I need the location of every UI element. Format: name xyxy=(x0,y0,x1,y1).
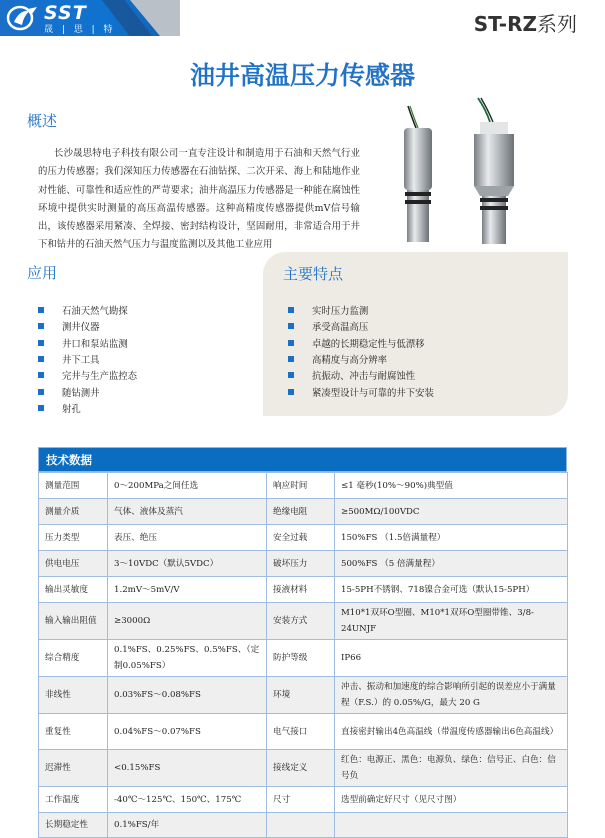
spec-value-cell: 0.1%FS/年 xyxy=(108,813,267,838)
spec-value-cell: -40℃～125℃、150℃、175℃ xyxy=(108,787,267,813)
applications-heading: 应用 xyxy=(27,264,58,282)
table-row xyxy=(39,577,568,603)
spec-value-cell: ≥500MΩ/100VDC xyxy=(335,499,568,525)
spec-value-cell: 0.04%FS～0.07%FS xyxy=(108,714,267,750)
list-item xyxy=(38,367,137,383)
table-row xyxy=(39,525,568,551)
list-item-label: 卓越的长期稳定性与低漂移 xyxy=(312,338,425,350)
list-item xyxy=(288,367,434,383)
spec-label-cell: 综合精度 xyxy=(39,640,108,677)
list-item xyxy=(38,318,137,334)
table-row xyxy=(39,473,568,499)
table-row xyxy=(39,640,568,677)
list-item xyxy=(38,400,137,416)
list-item xyxy=(288,351,434,367)
list-item xyxy=(38,351,137,367)
page-title: 油井高温压力传感器 xyxy=(189,61,415,90)
brand-banner xyxy=(0,0,180,36)
list-item xyxy=(38,383,137,399)
spec-label-cell: 破坏压力 xyxy=(267,551,335,577)
spec-value-cell: 0～200MPa之间任选 xyxy=(108,473,267,499)
bullet-icon xyxy=(38,372,44,378)
spec-label-cell: 接液材料 xyxy=(267,577,335,603)
spec-value-cell: 直接密封输出4色高温线（带温度传感器输出6色高温线） xyxy=(335,714,568,750)
bullet-icon xyxy=(38,323,44,329)
list-item-label: 紧凑型设计与可靠的井下安装 xyxy=(312,387,434,399)
spec-value-cell: 选型前确定好尺寸（见尺寸图） xyxy=(335,787,568,813)
spec-value-cell: 0.03%FS～0.08%FS xyxy=(108,677,267,714)
spec-label-cell: 尺寸 xyxy=(267,787,335,813)
list-item xyxy=(288,383,434,399)
spec-value-cell: 表压、绝压 xyxy=(108,525,267,551)
list-item-label: 射孔 xyxy=(62,403,81,415)
bullet-icon xyxy=(38,405,44,411)
list-item-label: 石油天然气勘探 xyxy=(62,306,128,318)
spec-label-cell: 绝缘电阻 xyxy=(267,499,335,525)
product-photo xyxy=(382,94,562,254)
list-item-label: 井下工具 xyxy=(62,355,100,367)
spec-value-cell: <0.15%FS xyxy=(108,750,267,787)
spec-label-cell: 供电电压 xyxy=(39,551,108,577)
bullet-icon xyxy=(288,356,294,362)
bullet-icon xyxy=(288,372,294,378)
table-row xyxy=(39,499,568,525)
spec-value-cell: 3～10VDC（默认5VDC） xyxy=(108,551,267,577)
spec-label-cell: 响应时间 xyxy=(267,473,335,499)
spec-value-cell: M10*1双环O型圈、M10*1双环O型圈带锥、3/8-24UNJF xyxy=(335,603,568,640)
list-item-label: 承受高温高压 xyxy=(312,322,369,334)
logo-subtitle: 晟 | 思 | 特 xyxy=(44,25,116,35)
spec-value-cell xyxy=(335,813,568,838)
spec-label-cell: 电气接口 xyxy=(267,714,335,750)
spec-value-cell: 500%FS （5 倍满量程） xyxy=(335,551,568,577)
spec-label-cell: 测量范围 xyxy=(39,473,108,499)
list-item-label: 抗振动、冲击与耐腐蚀性 xyxy=(312,371,416,383)
spec-label-cell: 输入输出阻值 xyxy=(39,603,108,640)
applications-list xyxy=(38,302,137,416)
spec-label-cell: 安装方式 xyxy=(267,603,335,640)
spec-value-cell: 冲击、振动和加速度的综合影响所引起的误差应小于满量程（F.S.）的 0.05%/G，最大 20 G xyxy=(335,677,568,714)
spec-label-cell: 测量介质 xyxy=(39,499,108,525)
sst-logo-icon xyxy=(6,5,38,31)
spec-label-cell xyxy=(267,813,335,838)
spec-label-cell: 环境 xyxy=(267,677,335,714)
bullet-icon xyxy=(38,389,44,395)
spec-label-cell: 压力类型 xyxy=(39,525,108,551)
list-item-label: 高精度与高分辨率 xyxy=(312,355,388,367)
features-heading: 主要特点 xyxy=(283,265,344,283)
features-panel xyxy=(263,252,568,416)
spec-value-cell: ≥3000Ω xyxy=(108,603,267,640)
bullet-icon xyxy=(38,340,44,346)
bullet-icon xyxy=(38,307,44,313)
spec-label-cell: 输出灵敏度 xyxy=(39,577,108,603)
spec-value-cell: ≤1 毫秒(10%～90%)典型值 xyxy=(335,473,568,499)
list-item xyxy=(288,318,434,334)
bullet-icon xyxy=(38,356,44,362)
features-list xyxy=(288,302,434,400)
spec-label-cell: 安全过载 xyxy=(267,525,335,551)
bullet-icon xyxy=(288,307,294,313)
spec-value-cell: 0.1%FS、0.25%FS、0.5%FS、（定制0.05%FS） xyxy=(108,640,267,677)
list-item-label: 完井与生产监控态 xyxy=(62,371,138,383)
logo-text: SST xyxy=(44,2,87,24)
spec-label-cell: 非线性 xyxy=(39,677,108,714)
spec-value-cell: IP66 xyxy=(335,640,568,677)
spec-label-cell: 长期稳定性 xyxy=(39,813,108,838)
series-label xyxy=(474,8,577,37)
list-item xyxy=(288,302,434,318)
list-item-label: 测井仪器 xyxy=(62,322,100,334)
list-item xyxy=(38,335,137,351)
spec-label-cell: 防护等级 xyxy=(267,640,335,677)
spec-table xyxy=(38,447,567,838)
spec-grid xyxy=(38,472,568,838)
spec-label-cell: 迟滞性 xyxy=(39,750,108,787)
spec-value-cell: 气体、液体及蒸汽 xyxy=(108,499,267,525)
spec-label-cell: 接线定义 xyxy=(267,750,335,787)
list-item xyxy=(288,335,434,351)
series-suffix: 系列 xyxy=(537,12,577,36)
spec-value-cell: 红色：电源正、黑色：电源负、绿色：信号正、白色：信号负 xyxy=(335,750,568,787)
table-row xyxy=(39,750,568,787)
spec-label-cell: 重复性 xyxy=(39,714,108,750)
table-row xyxy=(39,677,568,714)
bullet-icon xyxy=(288,340,294,346)
list-item xyxy=(38,302,137,318)
bullet-icon xyxy=(288,323,294,329)
spec-value-cell: 150%FS （1.5倍满量程） xyxy=(335,525,568,551)
table-row xyxy=(39,813,568,838)
overview-text: 长沙晟思特电子科技有限公司一直专注设计和制造用于石油和天然气行业的压力传感器；我们深知压力传感器在石油钻探、二次开采、海上和陆地作业对性能、可靠性和适应性的严苛要求；油井高温压力传感器是一种能在腐蚀性环境中提供实时测量的高压高温传感器。这种高精度传感器提供mV信号输出，该传感器采用紧凑、全焊接、密封结构设计，坚固耐用，非常适合用于井下和钻井的石油天然气压力与温度监测以及其他工业应用 xyxy=(38,148,360,251)
spec-value-cell: 15-5PH不锈钢、718镍合金可选（默认15-5PH） xyxy=(335,577,568,603)
overview-heading: 概述 xyxy=(27,112,58,130)
list-item-label: 随钻测井 xyxy=(62,387,100,399)
table-row xyxy=(39,603,568,640)
table-row xyxy=(39,787,568,813)
table-row xyxy=(39,551,568,577)
spec-table-heading: 技术数据 xyxy=(38,447,567,472)
list-item-label: 井口和泵站监测 xyxy=(62,338,128,350)
bullet-icon xyxy=(288,389,294,395)
series-code: ST-RZ xyxy=(473,12,537,36)
spec-label-cell: 工作温度 xyxy=(39,787,108,813)
list-item-label: 实时压力监测 xyxy=(312,306,369,318)
table-row xyxy=(39,714,568,750)
spec-value-cell: 1.2mV～5mV/V xyxy=(108,577,267,603)
